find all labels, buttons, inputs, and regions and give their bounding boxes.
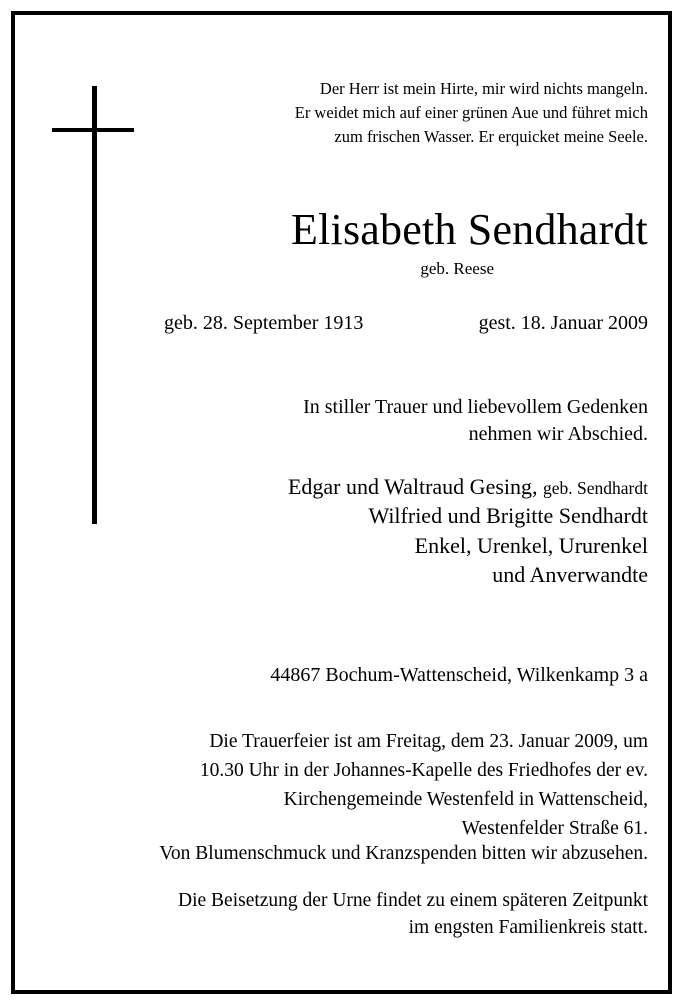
- mourning-line-2: nehmen wir Abschied.: [468, 423, 648, 445]
- ceremony-line-3: Kirchengemeinde Westenfeld in Wattenscheid,: [283, 789, 648, 810]
- deceased-name: Elisabeth Sendhardt: [291, 205, 648, 254]
- address: 44867 Bochum-Wattenscheid, Wilkenkamp 3 a: [270, 664, 648, 686]
- burial-line-2: im engsten Familienkreis statt.: [408, 917, 648, 938]
- relatives-line-1: [288, 474, 648, 500]
- death-date: gest. 18. Januar 2009: [478, 312, 648, 334]
- ceremony-line-2: 10.30 Uhr in der Johannes-Kapelle des Friedhofes der ev.: [199, 760, 648, 781]
- relatives-line-3: Enkel, Urenkel, Ururenkel: [414, 533, 648, 558]
- ceremony-line-1: Die Trauerfeier ist am Freitag, dem 23. Januar 2009, um: [209, 731, 648, 752]
- maiden-name: geb. Reese: [420, 259, 494, 278]
- cross-horizontal-bar: [52, 128, 134, 132]
- relatives-maiden-note: geb. Sendhardt: [543, 478, 648, 498]
- mourning-line-1: In stiller Trauer und liebevollem Gedenken: [303, 396, 648, 418]
- relatives-line-4: und Anverwandte: [492, 562, 648, 587]
- cross-vertical-bar: [92, 86, 97, 524]
- burial-line-1: Die Beisetzung der Urne findet zu einem späteren Zeitpunkt: [178, 890, 648, 911]
- life-dates: [164, 312, 648, 335]
- psalm-line-2: Er weidet mich auf einer grünen Aue und führet mich: [294, 103, 648, 122]
- ceremony-line-5: Von Blumenschmuck und Kranzspenden bitten wir abzusehen.: [159, 843, 648, 864]
- birth-date: geb. 28. September 1913: [164, 312, 364, 334]
- psalm-line-1: Der Herr ist mein Hirte, mir wird nichts mangeln.: [319, 79, 648, 98]
- relatives-names-1: Edgar und Waltraud Gesing,: [287, 474, 538, 499]
- relatives-line-2: Wilfried und Brigitte Sendhardt: [368, 503, 648, 528]
- ceremony-line-4: Westenfelder Straße 61.: [461, 818, 648, 839]
- psalm-line-3: zum frischen Wasser. Er erquicket meine Seele.: [334, 127, 648, 146]
